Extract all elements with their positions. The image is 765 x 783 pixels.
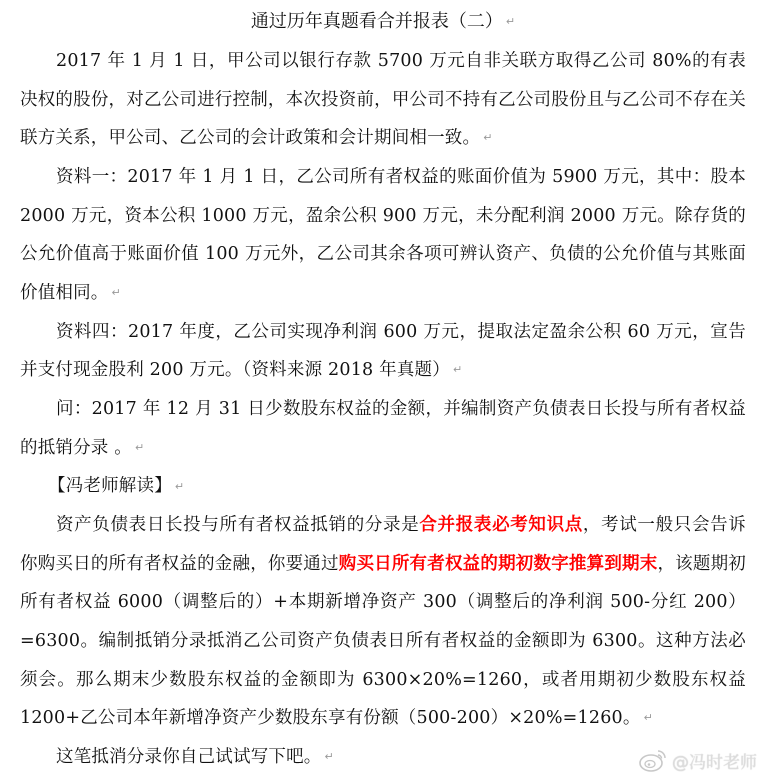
paragraph-mark: ↵	[134, 440, 145, 454]
closing-paragraph: 这笔抵消分录你自己试试写下吧。 ↵	[56, 746, 334, 767]
paragraph-mark: ↵	[111, 285, 121, 299]
intro-paragraph: 2017 年 1 月 1 日，甲公司以银行存款 5700 万元自非关联方取得乙公司 80%的有表决权的股份，对乙公司进行控制，本次投资前，甲公司不持有乙公司股份且与乙公司不存在关联方关系，甲公司、乙公司的会计政策和会计期间相一致。 ↵	[20, 51, 746, 149]
material-four-paragraph: 资料四：2017 年度，乙公司实现净利润 600 万元，提取法定盈余公积 60 万元，宣告并支付现金股利 200 万元。（资料来源 2018 年真题） ↵	[20, 321, 746, 381]
paragraph-mark: ↵	[505, 15, 516, 28]
watermark	[638, 747, 757, 773]
analysis-heading: 【冯老师解读】 ↵	[48, 476, 185, 497]
document-title: 通过历年真题看合并报表（二） ↵	[250, 11, 516, 32]
analysis-paragraph: 资产负债表日长投与所有者权益抵销的分录是合并报表必考知识点，考试一般只会告诉你购买日的所有者权益的金融，你要通过购买日所有者权益的期初数字推算到期末，该题期初所有者权益 6000（调整后的）+本期新增净资产 300（调整后的净利润 500-分红 200）=6300。编制抵销分录抵消乙公司资产负债表日所有者权益的金额即为 6300。这种方法必须会。那么期末少数股东权益的金额即为 6300×20%=1260，或者用期初少数股东权益 1200+乙公司本年新增净资产少数股东享有份额（500-200）×20%=1260。 ↵	[20, 515, 746, 729]
document-page	[20, 6, 746, 777]
paragraph-mark: ↵	[643, 711, 653, 725]
watermark-text: @冯时老师	[672, 752, 757, 773]
material-one-paragraph: 资料一：2017 年 1 月 1 日，乙公司所有者权益的账面价值为 5900 万元，其中：股本 2000 万元，资本公积 1000 万元，盈余公积 900 万元，未分配利润 2000 万元。除存货的公允价值高于账面价值 100 万元外，乙公司其余各项可辨认资产、负债的公允价值与其账面价值相同。 ↵	[20, 166, 746, 303]
highlight-key-point: 合并报表必考知识点	[419, 515, 583, 536]
paragraph-mark: ↵	[174, 479, 185, 493]
highlight-method: 购买日所有者权益的期初数字推算到期末	[338, 553, 658, 574]
paragraph-mark: ↵	[483, 131, 493, 145]
paragraph-mark: ↵	[452, 363, 463, 377]
weibo-icon	[638, 747, 668, 773]
paragraph-mark: ↵	[324, 750, 334, 764]
question-paragraph: 问：2017 年 12 月 31 日少数股东权益的金额，并编制资产负债表日长投与所有者权益的抵销分录 。 ↵	[20, 398, 746, 458]
